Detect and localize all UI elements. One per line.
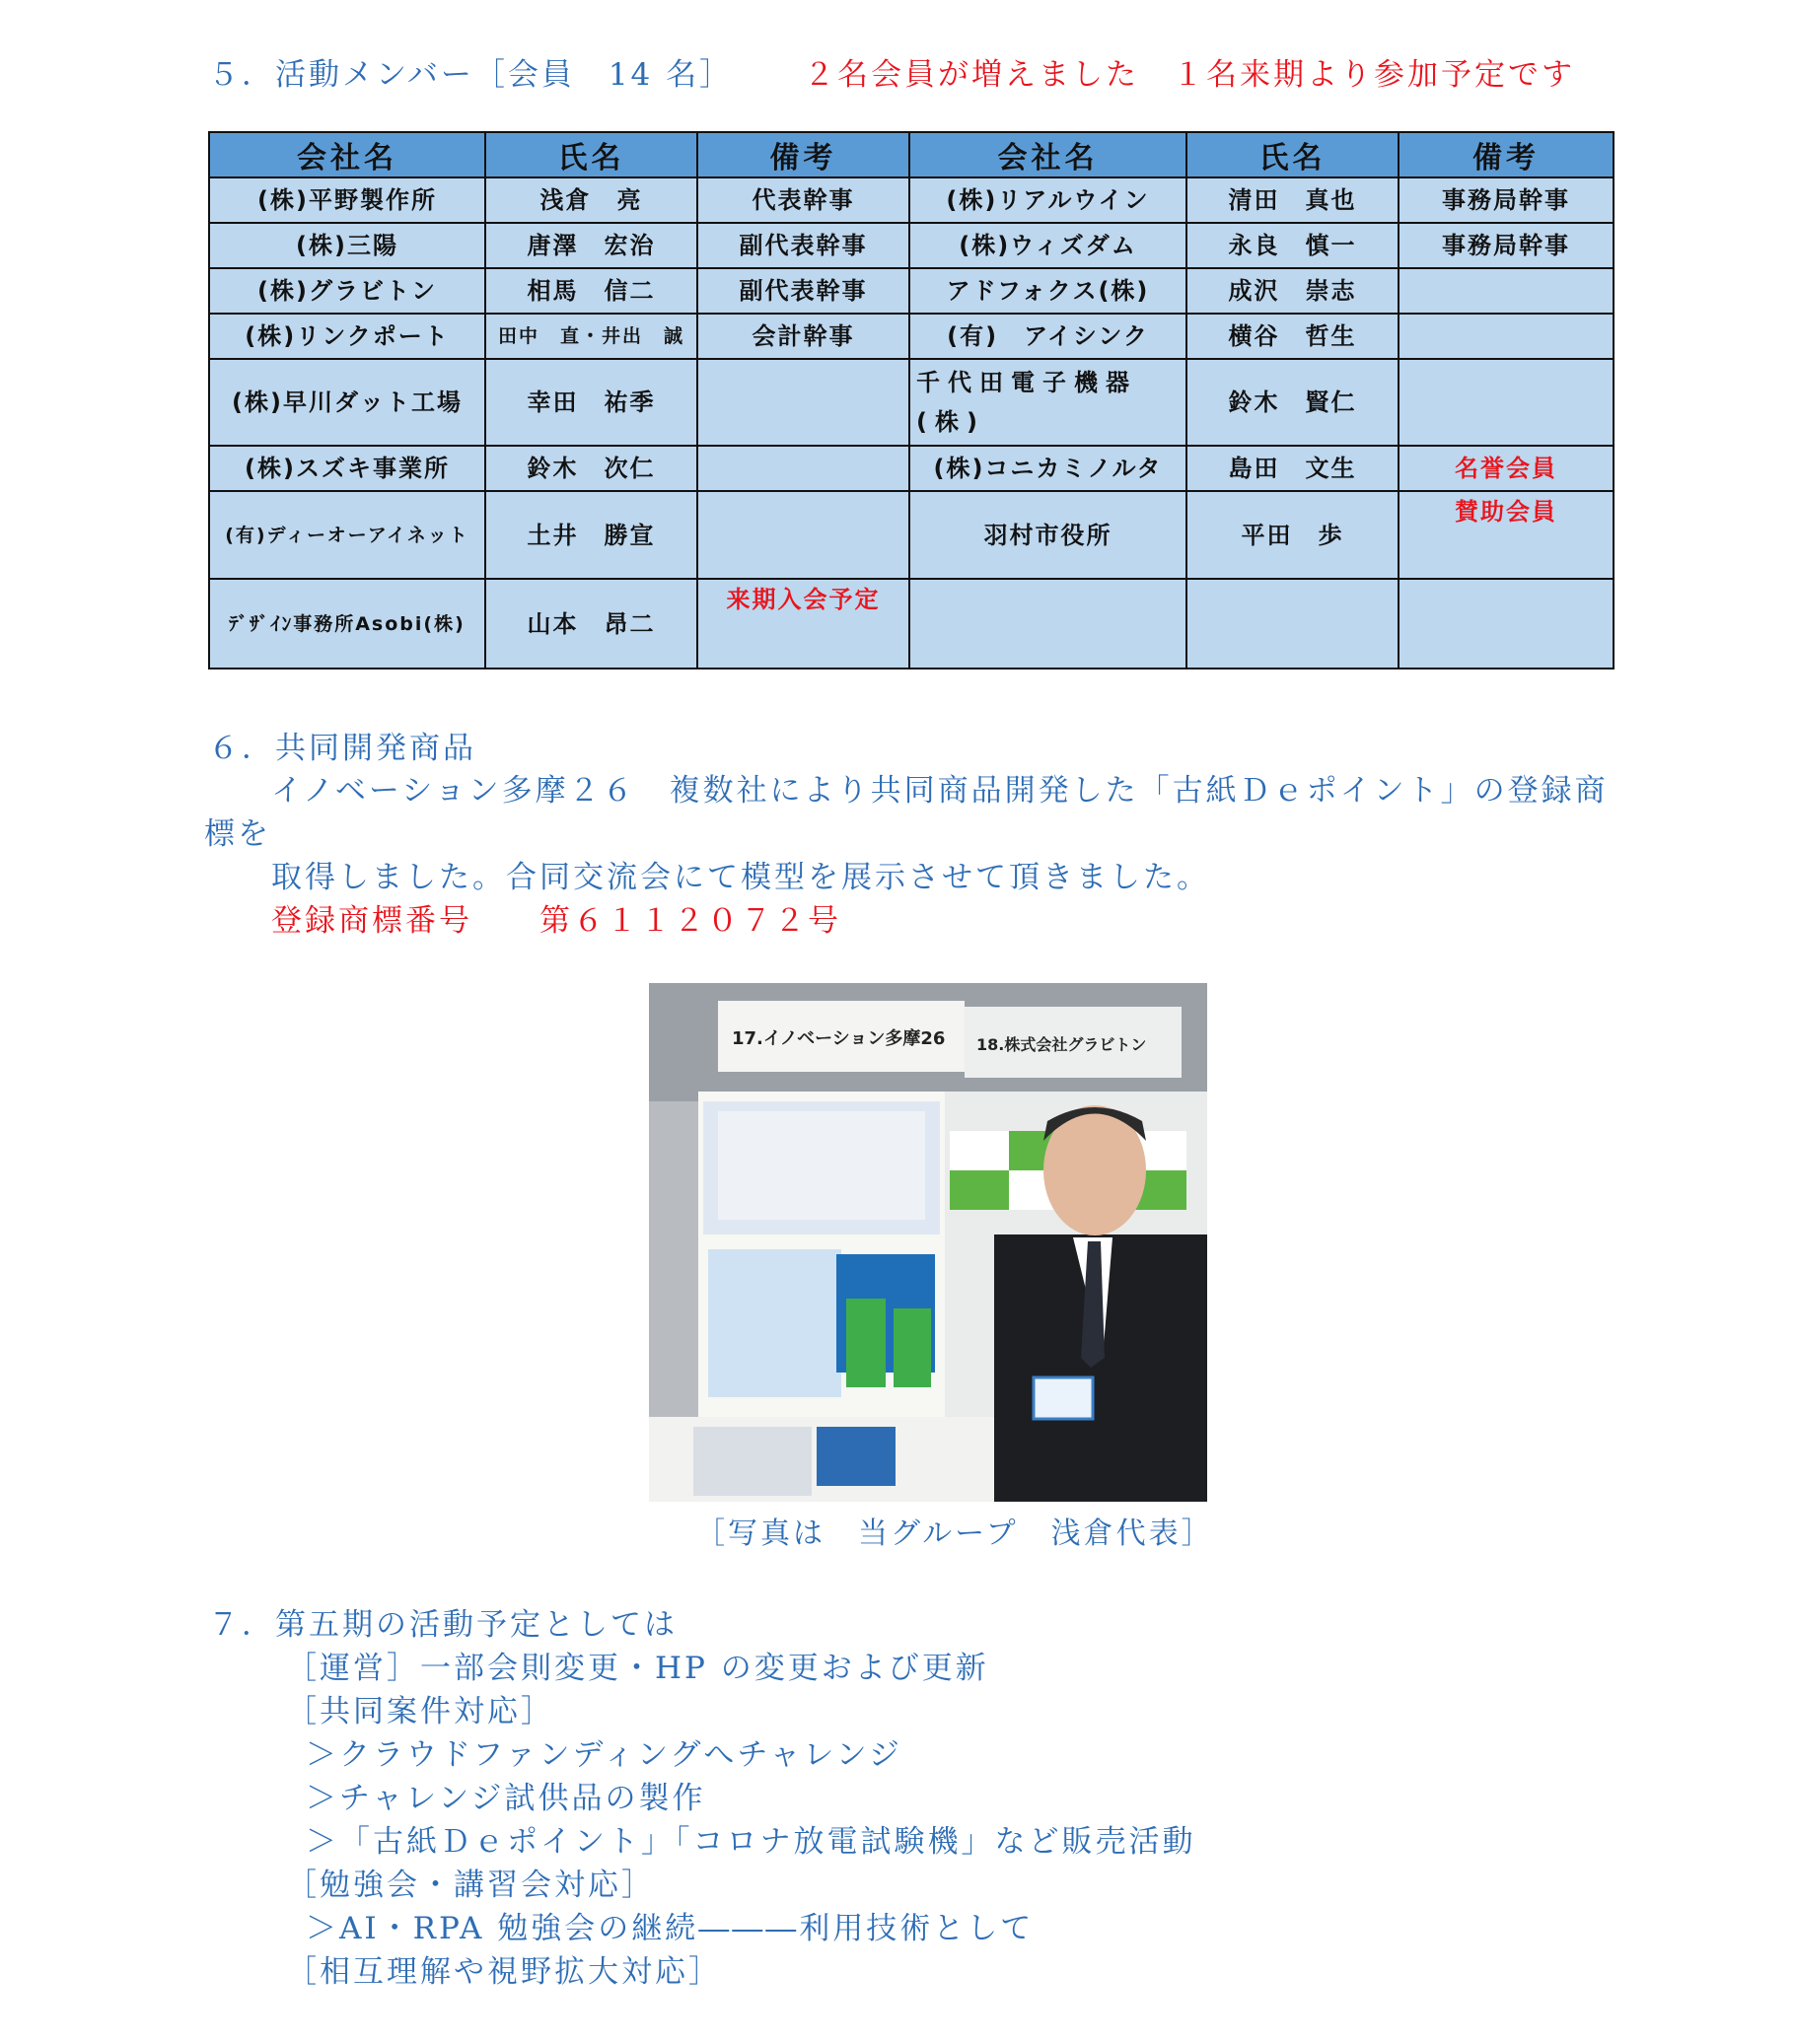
header-company: 会社名	[909, 132, 1186, 177]
table-cell: 副代表幹事	[697, 268, 909, 314]
table-cell: 清田 真也	[1186, 177, 1399, 223]
table-cell: 代表幹事	[697, 177, 909, 223]
table-row	[209, 223, 1614, 268]
table-cell: 田中 直・井出 誠	[485, 314, 697, 359]
table-cell: (株)スズキ事業所	[209, 446, 485, 491]
plan-item: ［相互理解や視野拡大対応］	[286, 1954, 722, 1990]
table-cell	[1399, 314, 1614, 359]
table-row	[209, 314, 1614, 359]
table-cell: 永良 慎一	[1186, 223, 1399, 268]
sign-left: 17.イノベーション多摩26	[732, 1028, 946, 1049]
table-header-row	[209, 132, 1614, 177]
table-cell: 千代田電子機器(株)	[909, 359, 1186, 446]
table-cell: 幸田 祐季	[485, 359, 697, 446]
table-cell: 土井 勝宣	[485, 491, 697, 579]
section5-heading: ５．活動メンバー［会員 14 名］	[208, 57, 734, 93]
table-cell: (株)リアルウイン	[909, 177, 1186, 223]
header-name: 氏名	[485, 132, 697, 177]
table-cell: 事務局幹事	[1399, 177, 1614, 223]
plan-item: ＞クラウドファンディングへチャレンジ	[306, 1737, 902, 1773]
booth-photo-illustration	[649, 983, 1207, 1502]
table-cell: 来期入会予定	[697, 579, 909, 669]
table-cell: 鈴木 賢仁	[1186, 359, 1399, 446]
table-row	[209, 268, 1614, 314]
section7-heading: ７．第五期の活動予定としては	[208, 1607, 678, 1643]
table-row	[209, 491, 1614, 579]
table-cell: 羽村市役所	[909, 491, 1186, 579]
table-cell: (株)早川ダット工場	[209, 359, 485, 446]
table-cell: (有) アイシンク	[909, 314, 1186, 359]
table-row	[209, 177, 1614, 223]
table-cell	[1399, 268, 1614, 314]
table-cell: (株)平野製作所	[209, 177, 485, 223]
plan-item: ［共同案件対応］	[286, 1694, 554, 1729]
table-cell: 事務局幹事	[1399, 223, 1614, 268]
header-name: 氏名	[1186, 132, 1399, 177]
members-table	[208, 131, 1615, 670]
section6-text-line1: イノベーション多摩２６ 複数社により共同商品開発した「古紙Ｄｅポイント」の登録商	[271, 773, 1609, 809]
section6-text-line1b: 標を	[204, 816, 271, 852]
table-cell: アドフォクス(株)	[909, 268, 1186, 314]
plan-item: ＞チャレンジ試供品の製作	[306, 1781, 706, 1816]
table-cell: 成沢 崇志	[1186, 268, 1399, 314]
table-cell: 山本 昂二	[485, 579, 697, 669]
table-cell	[697, 446, 909, 491]
table-cell	[697, 491, 909, 579]
section6-text-line2: 取得しました。合同交流会にて模型を展示させて頂きました。	[271, 860, 1210, 895]
table-cell: 平田 歩	[1186, 491, 1399, 579]
booth-photo	[649, 983, 1207, 1502]
table-cell: 副代表幹事	[697, 223, 909, 268]
plan-item: ［運営］一部会則変更・HP の変更および更新	[286, 1651, 989, 1686]
table-cell: (株)リンクポート	[209, 314, 485, 359]
section5-note: ２名会員が増えました １名来期より参加予定です	[804, 57, 1575, 93]
table-cell: 鈴木 次仁	[485, 446, 697, 491]
table-cell: 名誉会員	[1399, 446, 1614, 491]
table-cell: (株)ウィズダム	[909, 223, 1186, 268]
sign-right: 18.株式会社グラビトン	[976, 1035, 1147, 1054]
photo-caption: ［写真は 当グループ 浅倉代表］	[695, 1516, 1214, 1551]
table-row	[209, 359, 1614, 446]
table-cell: 横谷 哲生	[1186, 314, 1399, 359]
table-cell: 浅倉 亮	[485, 177, 697, 223]
table-row	[209, 446, 1614, 491]
table-cell: 賛助会員	[1399, 491, 1614, 579]
table-cell: (株)グラビトン	[209, 268, 485, 314]
table-cell: (株)三陽	[209, 223, 485, 268]
table-cell	[1186, 579, 1399, 669]
table-row	[209, 579, 1614, 669]
plan-item: ［勉強会・講習会対応］	[286, 1868, 655, 1903]
header-remarks: 備考	[697, 132, 909, 177]
table-cell	[909, 579, 1186, 669]
table-cell: 会計幹事	[697, 314, 909, 359]
plan-item: ＞「古紙Ｄｅポイント」「コロナ放電試験機」など販売活動	[306, 1824, 1196, 1860]
table-cell: 島田 文生	[1186, 446, 1399, 491]
table-cell: 唐澤 宏治	[485, 223, 697, 268]
table-cell	[1399, 359, 1614, 446]
plan-item: ＞AI・RPA 勉強会の継続―――利用技術として	[306, 1911, 1035, 1946]
table-cell: (有)ディーオーアイネット	[209, 491, 485, 579]
table-cell	[697, 359, 909, 446]
table-cell	[1399, 579, 1614, 669]
table-cell: 相馬 信二	[485, 268, 697, 314]
trademark-number: 登録商標番号 第６１１２０７２号	[271, 903, 841, 939]
header-company: 会社名	[209, 132, 485, 177]
table-cell: (株)コニカミノルタ	[909, 446, 1186, 491]
header-remarks: 備考	[1399, 132, 1614, 177]
table-cell: ﾃﾞｻﾞｲﾝ事務所Asobi(株)	[209, 579, 485, 669]
section6-heading: ６．共同開発商品	[208, 731, 476, 766]
